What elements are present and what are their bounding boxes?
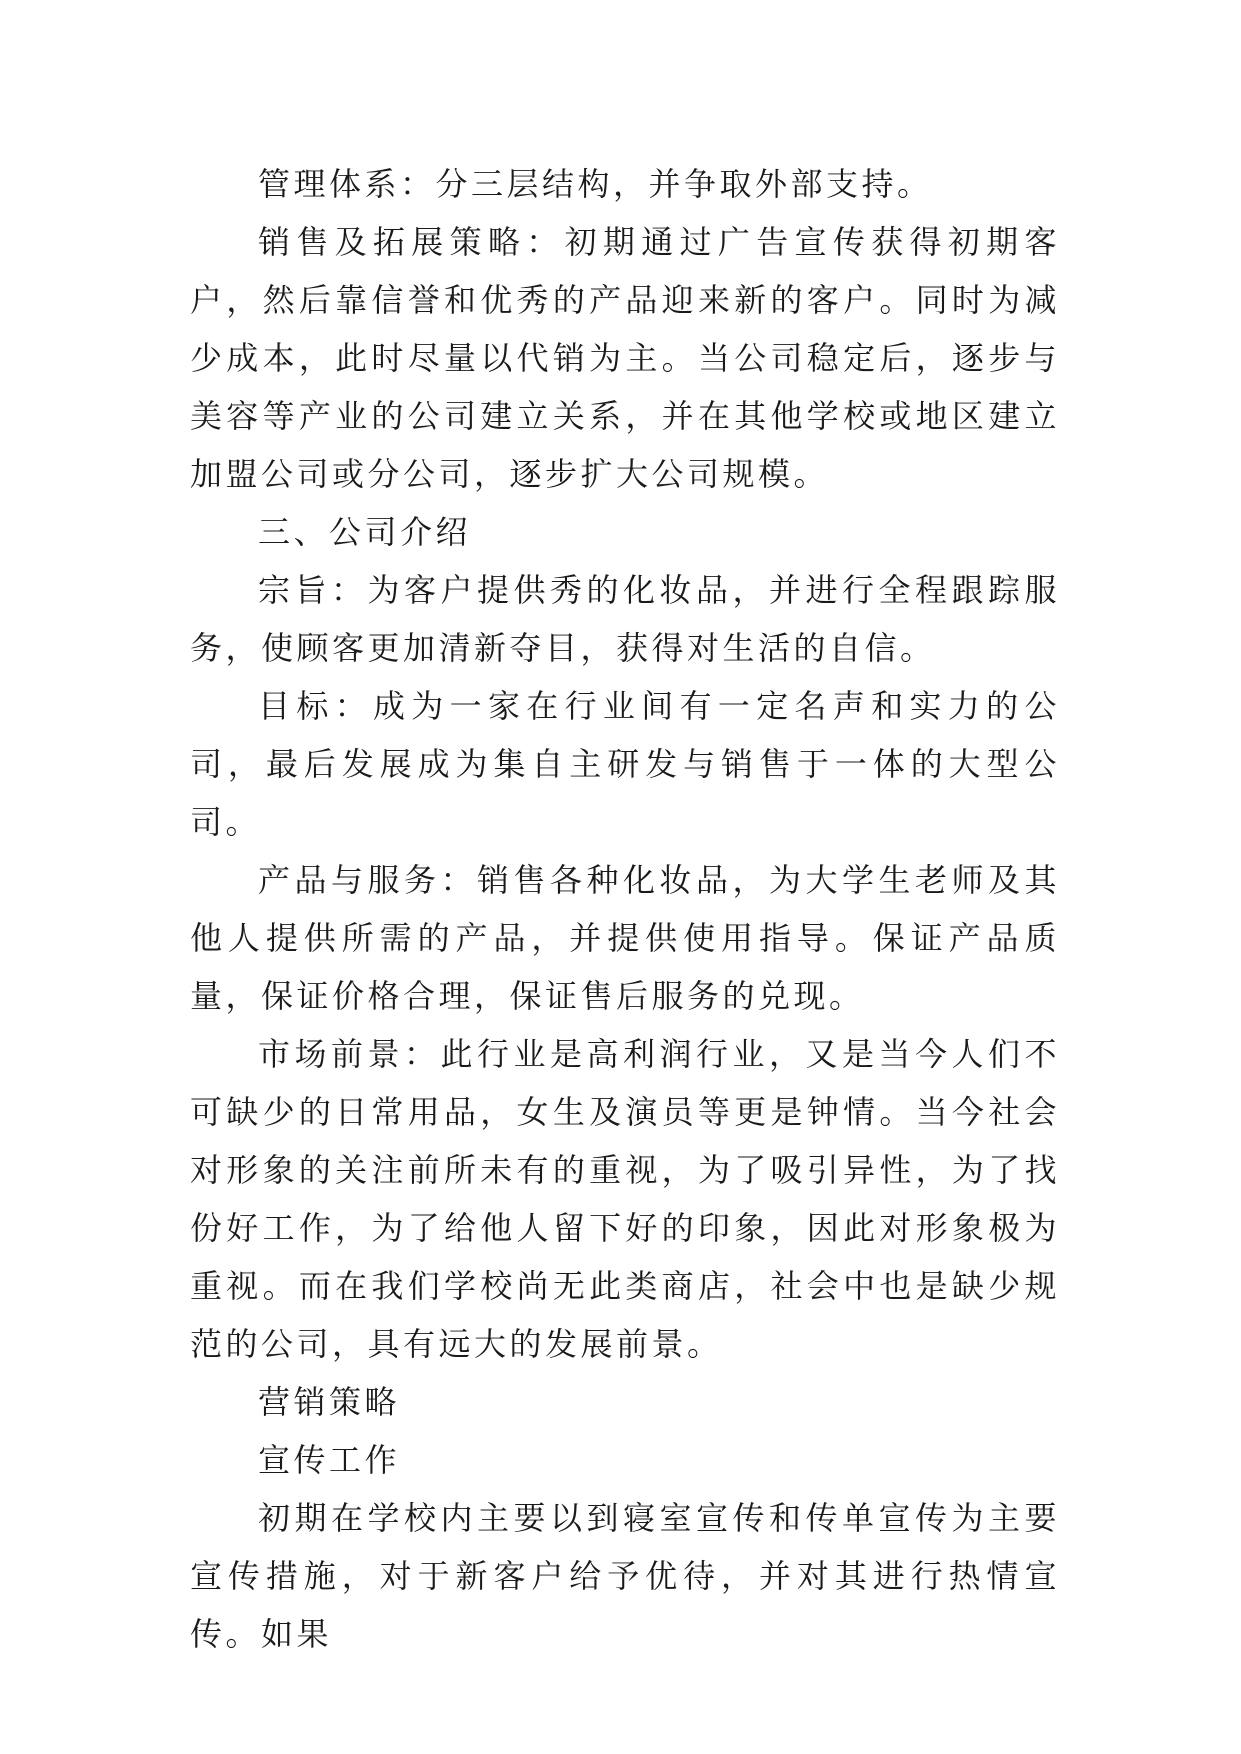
paragraph-sales-expansion-strategy: 销售及拓展策略：初期通过广告宣传获得初期客户，然后靠信誉和优秀的产品迎来新的客户。同时为减少成本，此时尽量以代销为主。当公司稳定后，逐步与美容等产业的公司建立关系，并在其他学校或地区建立加盟公司或分公司，逐步扩大公司规模。: [190, 223, 1060, 493]
paragraph-goal: 目标：成为一家在行业间有一定名声和实力的公司，最后发展成为集自主研发与销售于一体的大型公司。: [190, 687, 1060, 841]
heading-promotion-work: 宣传工作: [258, 1441, 401, 1479]
paragraph-initial-promotion: 初期在学校内主要以到寝室宣传和传单宣传为主要宣传措施，对于新客户给予优待，并对其进行热情宣传。如果: [190, 1499, 1060, 1653]
paragraph-market-outlook: 市场前景：此行业是高利润行业，又是当今人们不可缺少的日常用品，女生及演员等更是钟情。当今社会对形象的关注前所未有的重视，为了吸引异性，为了找份好工作，为了给他人留下好的印象，因此对形象极为重视。而在我们学校尚无此类商店，社会中也是缺少规范的公司，具有远大的发展前景。: [190, 1035, 1060, 1363]
section-heading-company-intro: 三、公司介绍: [258, 513, 472, 551]
paragraph-mission: 宗旨：为客户提供秀的化妆品，并进行全程跟踪服务，使顾客更加清新夺目，获得对生活的自信。: [190, 571, 1060, 667]
document-body: [190, 155, 1060, 1663]
paragraph-products-services: 产品与服务：销售各种化妆品，为大学生老师及其他人提供所需的产品，并提供使用指导。保证产品质量，保证价格合理，保证售后服务的兑现。: [190, 861, 1060, 1015]
paragraph-management-system: 管理体系：分三层结构，并争取外部支持。: [258, 165, 933, 203]
heading-marketing-strategy: 营销策略: [258, 1383, 401, 1421]
